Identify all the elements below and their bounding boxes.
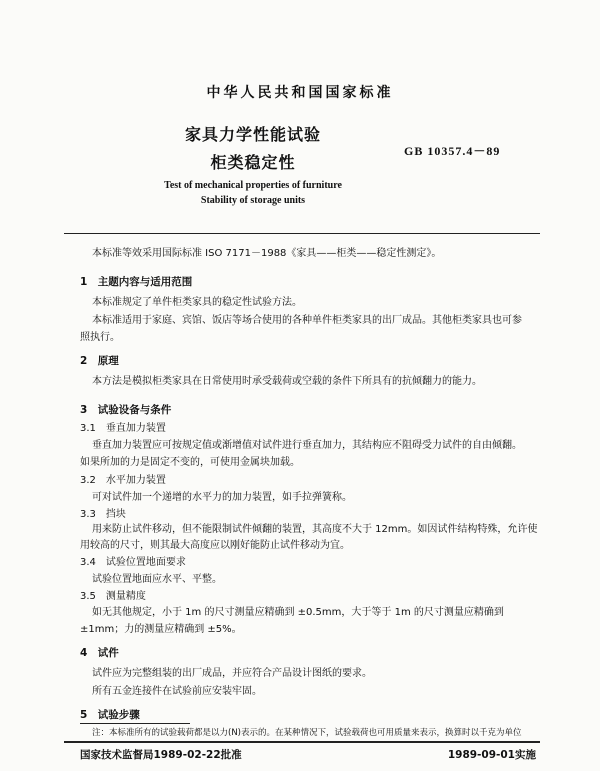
footnote-divider — [80, 723, 190, 724]
section-4-paragraph-2: 所有五金连接件在试验前应安装牢固。 — [92, 686, 262, 697]
section-1-paragraph-2-line1: 本标准适用于家庭、宾馆、饭店等场合使用的各种单件柜类家具的出厂成品。其他柜类家具也可参 — [92, 315, 522, 326]
section-2-paragraph: 本方法是模拟柜类家具在日常使用时承受载荷或空载的条件下所具有的抗倾翻力的能力。 — [92, 376, 482, 387]
english-title-line2: Stability of storage units — [200, 195, 306, 206]
section-3-5-heading: 3.5 测量精度 — [80, 591, 146, 602]
english-title-line1: Test of mechanical properties of furniture — [164, 180, 342, 191]
section-3-2-heading: 3.2 水平加力装置 — [80, 475, 166, 486]
document-title-line2: 柜类稳定性 — [210, 153, 296, 172]
section-3-3-heading: 3.3 挡块 — [80, 509, 126, 520]
implementation-date: 1989-09-01实施 — [447, 749, 536, 761]
top-divider — [64, 233, 540, 234]
standard-header: 中华人民共和国国家标准 — [206, 85, 394, 101]
section-1-paragraph-2-line2: 照执行。 — [80, 332, 120, 343]
section-4-heading: 4 试件 — [80, 647, 119, 659]
section-1-paragraph-1: 本标准规定了单件柜类家具的稳定性试验方法。 — [92, 297, 302, 308]
section-3-1-heading: 3.1 垂直加力装置 — [80, 423, 166, 434]
section-3-1-line2: 如果所加的力是固定不变的，可使用金属块加载。 — [80, 457, 300, 468]
section-3-3-line2: 用较高的尺寸，则其最大高度应以刚好能防止试件移动为宜。 — [80, 540, 350, 551]
section-3-4-line1: 试验位置地面应水平、平整。 — [92, 574, 222, 585]
section-3-3-line1: 用来防止试件移动，但不能限制试件倾翻的装置，其高度不大于 12mm。如因试件结构特殊，允许使 — [92, 524, 538, 535]
section-5-heading: 5 试验步骤 — [80, 709, 140, 721]
section-3-1-line1: 垂直加力装置应可按规定值或渐增值对试件进行垂直加力，其结构应不阻碍受力试件的自由倾翻。 — [92, 440, 522, 451]
intro-paragraph: 本标准等效采用国际标准 ISO 7171－1988《家具——柜类——稳定性测定》。 — [92, 248, 442, 259]
standard-code: GB 10357.4－89 — [404, 144, 501, 158]
section-3-2-line1: 可对试件加一个递增的水平力的加力装置，如手拉弹簧称。 — [92, 492, 352, 503]
footnote: 注：本标准所有的试验载荷都是以力(N)表示的。在某种情况下，试验载荷也可用质量来表示，换算时以千克为单位 — [92, 728, 522, 738]
section-4-paragraph-1: 试件应为完整组装的出厂成品，并应符合产品设计图纸的要求。 — [92, 668, 372, 679]
section-3-5-line2: ±1mm；力的测量应精确到 ±5%。 — [80, 624, 242, 635]
section-1-heading: 1 主题内容与适用范围 — [80, 276, 193, 288]
approval-date: 国家技术监督局1989-02-22批准 — [80, 749, 242, 761]
section-2-heading: 2 原理 — [80, 355, 119, 367]
section-3-5-line1: 如无其他规定，小于 1m 的尺寸测量应精确到 ±0.5mm，大于等于 1m 的尺寸测量应精确到 — [92, 607, 504, 618]
document-title-line1: 家具力学性能试验 — [184, 125, 321, 144]
footer-divider — [64, 741, 540, 743]
section-3-heading: 3 试验设备与条件 — [80, 404, 172, 416]
section-3-4-heading: 3.4 试验位置地面要求 — [80, 557, 186, 568]
